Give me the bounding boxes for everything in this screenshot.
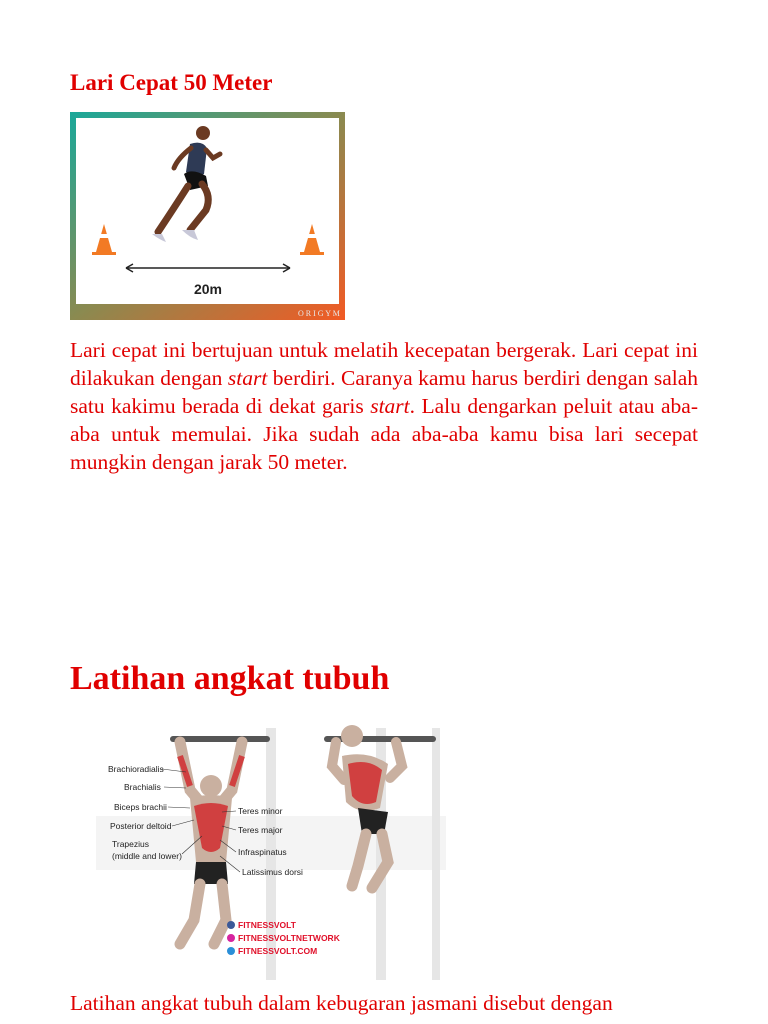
sprint-illustration <box>70 112 345 320</box>
label-infraspinatus: Infraspinatus <box>238 847 287 857</box>
label-teres-major: Teres major <box>238 825 283 835</box>
label-brachialis: Brachialis <box>124 782 161 792</box>
distance-label: 20m <box>193 281 223 297</box>
pullup-paragraph: Latihan angkat tubuh dalam kebugaran jasmani disebut dengan <box>70 991 613 1015</box>
brand-line-2: FITNESSVOLTNETWORK <box>238 933 340 943</box>
section-heading-pullup: Latihan angkat tubuh <box>70 660 390 697</box>
brand-line-3: FITNESSVOLT.COM <box>238 946 318 956</box>
label-posterior-deltoid: Posterior deltoid <box>110 821 172 831</box>
label-teres-minor: Teres minor <box>238 806 283 816</box>
facebook-icon <box>227 921 235 929</box>
para-text-3: . Lalu dengarkan peluit atau aba-aba untuk memulai. Jika sudah ada aba-aba kamu bisa lari secepat mungkin dengan jarak 50 meter. <box>70 394 698 474</box>
para-text-1: Lari cepat ini bertujuan untuk melatih kecepatan bergerak. Lari cepat ini dilakukan dengan <box>70 338 698 390</box>
para-em-start-2: start <box>370 394 410 418</box>
section-heading-sprint: Lari Cepat 50 Meter <box>70 70 273 95</box>
pullup-illustration <box>96 716 448 982</box>
para-text-2: berdiri. Caranya kamu harus berdiri dengan salah satu kakimu berada di dekat garis <box>70 366 699 418</box>
watermark: O R I G Y M <box>298 309 340 318</box>
label-trapezius: Trapezius <box>112 839 150 849</box>
globe-icon <box>227 947 235 955</box>
para-em-start-1: start <box>227 366 268 390</box>
label-trapezius-sub: (middle and lower) <box>112 851 182 861</box>
label-biceps-brachii: Biceps brachii <box>114 802 167 812</box>
label-brachioradialis: Brachioradialis <box>108 764 164 774</box>
instagram-icon <box>227 934 235 942</box>
label-latissimus-dorsi: Latissimus dorsi <box>242 867 303 877</box>
brand-line-1: FITNESSVOLT <box>238 920 296 930</box>
sprint-paragraph <box>70 336 698 476</box>
